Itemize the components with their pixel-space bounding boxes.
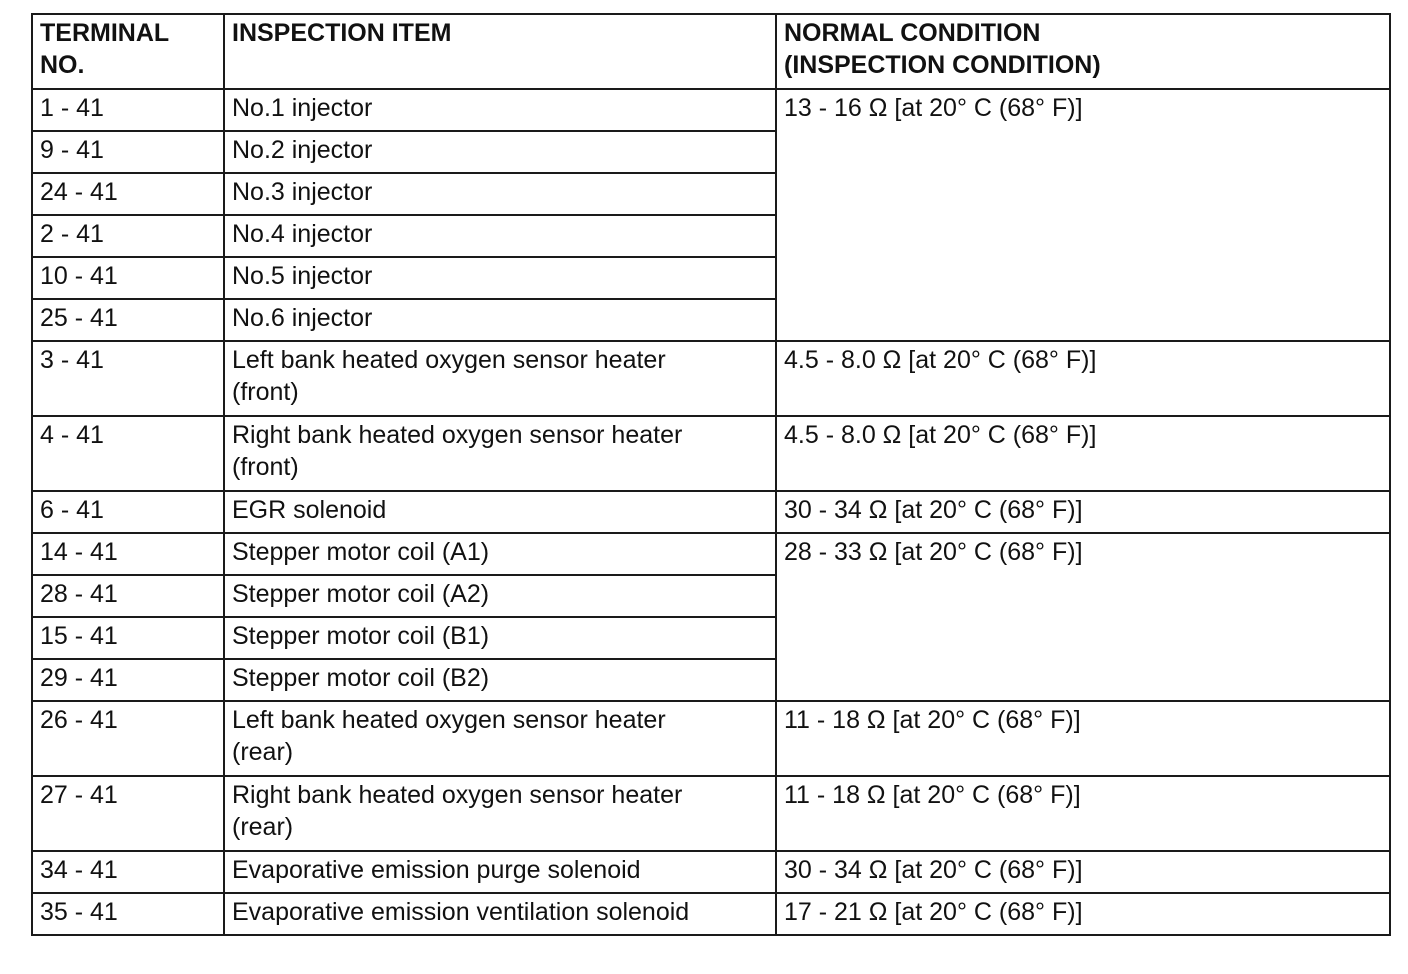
inspection-item-cell: Evaporative emission ventilation solenoid <box>224 893 776 935</box>
table-row <box>32 341 1390 416</box>
inspection-item-cell: Left bank heated oxygen sensor heater (rear) <box>224 701 776 776</box>
table-row <box>32 416 1390 491</box>
normal-condition-cell: 4.5 - 8.0 Ω [at 20° C (68° F)] <box>776 416 1390 491</box>
inspection-item-cell: Left bank heated oxygen sensor heater (front) <box>224 341 776 416</box>
inspection-item-cell: No.6 injector <box>224 299 776 341</box>
terminal-no-cell: 4 - 41 <box>32 416 224 491</box>
inspection-item-cell: No.2 injector <box>224 131 776 173</box>
inspection-item-cell: Right bank heated oxygen sensor heater (rear) <box>224 776 776 851</box>
normal-condition-cell: 13 - 16 Ω [at 20° C (68° F)] <box>776 89 1390 341</box>
inspection-item-cell: No.3 injector <box>224 173 776 215</box>
terminal-no-cell: 26 - 41 <box>32 701 224 776</box>
inspection-item-cell: Stepper motor coil (A2) <box>224 575 776 617</box>
terminal-no-cell: 9 - 41 <box>32 131 224 173</box>
normal-condition-cell: 28 - 33 Ω [at 20° C (68° F)] <box>776 533 1390 701</box>
inspection-item-cell: Stepper motor coil (B1) <box>224 617 776 659</box>
header-inspection-item: INSPECTION ITEM <box>224 14 776 89</box>
terminal-no-cell: 28 - 41 <box>32 575 224 617</box>
header-normal-condition: NORMAL CONDITION (INSPECTION CONDITION) <box>776 14 1390 89</box>
inspection-item-cell: Stepper motor coil (B2) <box>224 659 776 701</box>
terminal-no-cell: 27 - 41 <box>32 776 224 851</box>
inspection-table <box>31 13 1391 936</box>
table-body <box>32 89 1390 935</box>
terminal-no-cell: 10 - 41 <box>32 257 224 299</box>
table-row <box>32 533 1390 575</box>
table-row <box>32 89 1390 131</box>
inspection-item-cell: No.1 injector <box>224 89 776 131</box>
table-row <box>32 851 1390 893</box>
normal-condition-cell: 17 - 21 Ω [at 20° C (68° F)] <box>776 893 1390 935</box>
terminal-no-cell: 2 - 41 <box>32 215 224 257</box>
inspection-item-cell: Stepper motor coil (A1) <box>224 533 776 575</box>
terminal-no-cell: 15 - 41 <box>32 617 224 659</box>
inspection-item-cell: EGR solenoid <box>224 491 776 533</box>
inspection-item-cell: No.4 injector <box>224 215 776 257</box>
header-terminal-no: TERMINAL NO. <box>32 14 224 89</box>
terminal-no-cell: 1 - 41 <box>32 89 224 131</box>
terminal-no-cell: 29 - 41 <box>32 659 224 701</box>
inspection-item-cell: Right bank heated oxygen sensor heater (front) <box>224 416 776 491</box>
normal-condition-cell: 4.5 - 8.0 Ω [at 20° C (68° F)] <box>776 341 1390 416</box>
terminal-no-cell: 6 - 41 <box>32 491 224 533</box>
terminal-no-cell: 25 - 41 <box>32 299 224 341</box>
terminal-no-cell: 34 - 41 <box>32 851 224 893</box>
normal-condition-cell: 30 - 34 Ω [at 20° C (68° F)] <box>776 491 1390 533</box>
terminal-no-cell: 14 - 41 <box>32 533 224 575</box>
terminal-no-cell: 24 - 41 <box>32 173 224 215</box>
inspection-item-cell: Evaporative emission purge solenoid <box>224 851 776 893</box>
terminal-no-cell: 35 - 41 <box>32 893 224 935</box>
table-row <box>32 893 1390 935</box>
header-row <box>32 14 1390 89</box>
table-row <box>32 701 1390 776</box>
inspection-item-cell: No.5 injector <box>224 257 776 299</box>
normal-condition-cell: 11 - 18 Ω [at 20° C (68° F)] <box>776 776 1390 851</box>
table-row <box>32 491 1390 533</box>
terminal-no-cell: 3 - 41 <box>32 341 224 416</box>
normal-condition-cell: 30 - 34 Ω [at 20° C (68° F)] <box>776 851 1390 893</box>
table-row <box>32 776 1390 851</box>
normal-condition-cell: 11 - 18 Ω [at 20° C (68° F)] <box>776 701 1390 776</box>
